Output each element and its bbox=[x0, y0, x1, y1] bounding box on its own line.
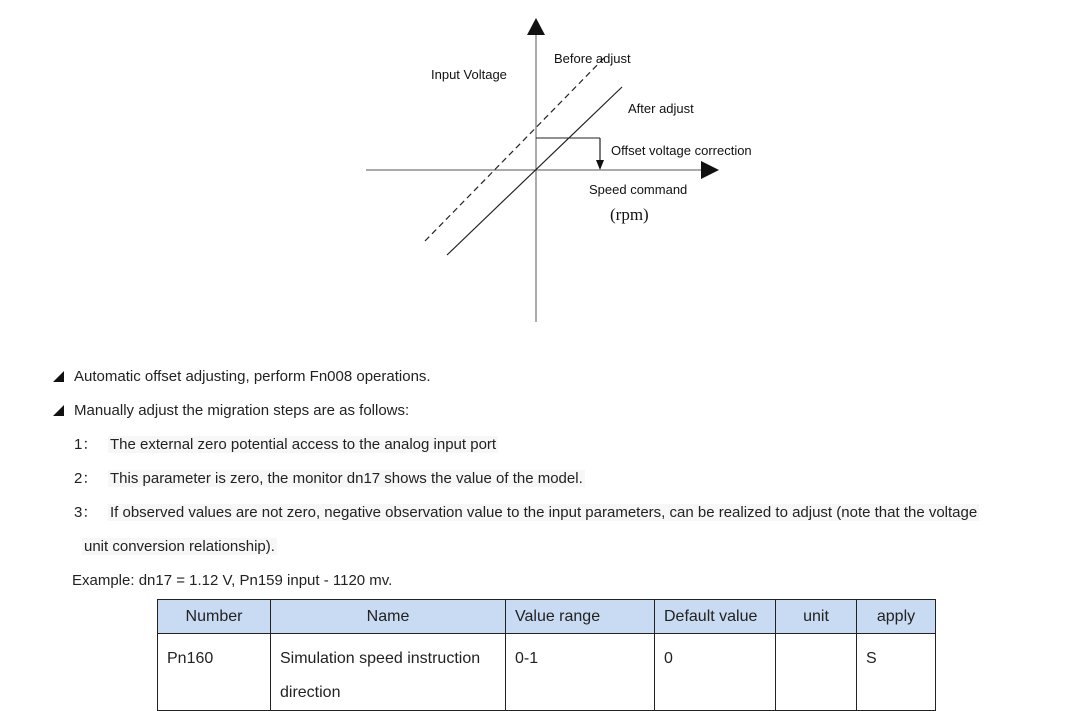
column-header-value-range: Value range bbox=[506, 600, 655, 634]
after-adjust-label: After adjust bbox=[628, 101, 694, 116]
step-number: 1： bbox=[74, 436, 98, 453]
step-item bbox=[74, 503, 979, 523]
x-axis-arrow-icon bbox=[701, 161, 719, 179]
column-header-default-value: Default value bbox=[655, 600, 776, 634]
offset-correction-label: Offset voltage correction bbox=[611, 143, 752, 158]
step-number: 3： bbox=[74, 504, 98, 521]
step-text: This parameter is zero, the monitor dn17 shows the value of the model. bbox=[110, 470, 583, 487]
step-item bbox=[74, 469, 585, 489]
step-item bbox=[74, 435, 498, 455]
x-axis-label: Speed command bbox=[589, 182, 688, 197]
cell-number: Pn160 bbox=[158, 634, 271, 711]
offset-arrow-down-icon bbox=[596, 160, 604, 170]
before-adjust-label: Before adjust bbox=[554, 51, 631, 66]
step-text: The external zero potential access to the analog input port bbox=[110, 436, 497, 453]
before-adjust-line bbox=[425, 57, 605, 241]
cell-name: Simulation speed instruction direction bbox=[271, 634, 506, 711]
parameter-table bbox=[157, 599, 936, 711]
cell-default-value: 0 bbox=[655, 634, 776, 711]
step-text: If observed values are not zero, negative observation value to the input parameters, can be realized to adjust (note that the voltage bbox=[110, 504, 978, 521]
bullet-triangle-icon bbox=[53, 405, 64, 416]
example-text: Example: dn17 = 1.12 V, Pn159 input - 1120 mv. bbox=[72, 572, 393, 589]
cell-unit bbox=[776, 634, 857, 711]
step-number: 2： bbox=[74, 470, 98, 487]
step-text-continuation: unit conversion relationship). bbox=[84, 538, 275, 555]
bullet-manual-adjust: Manually adjust the migration steps are as follows: bbox=[74, 402, 410, 419]
cell-apply: S bbox=[857, 634, 936, 711]
column-header-number: Number bbox=[158, 600, 271, 634]
y-axis-label: Input Voltage bbox=[431, 67, 507, 82]
after-adjust-line bbox=[447, 87, 622, 255]
y-axis-arrow-icon bbox=[527, 18, 545, 35]
cell-value-range: 0-1 bbox=[506, 634, 655, 711]
table-row bbox=[158, 634, 936, 711]
column-header-name: Name bbox=[271, 600, 506, 634]
column-header-apply: apply bbox=[857, 600, 936, 634]
table-header-row bbox=[158, 600, 936, 634]
offset-adjust-diagram bbox=[0, 0, 1074, 340]
step-continuation bbox=[82, 537, 277, 557]
x-axis-unit: (rpm) bbox=[610, 205, 649, 224]
bullet-auto-offset: Automatic offset adjusting, perform Fn008 operations. bbox=[74, 368, 431, 385]
column-header-unit: unit bbox=[776, 600, 857, 634]
bullet-triangle-icon bbox=[53, 371, 64, 382]
